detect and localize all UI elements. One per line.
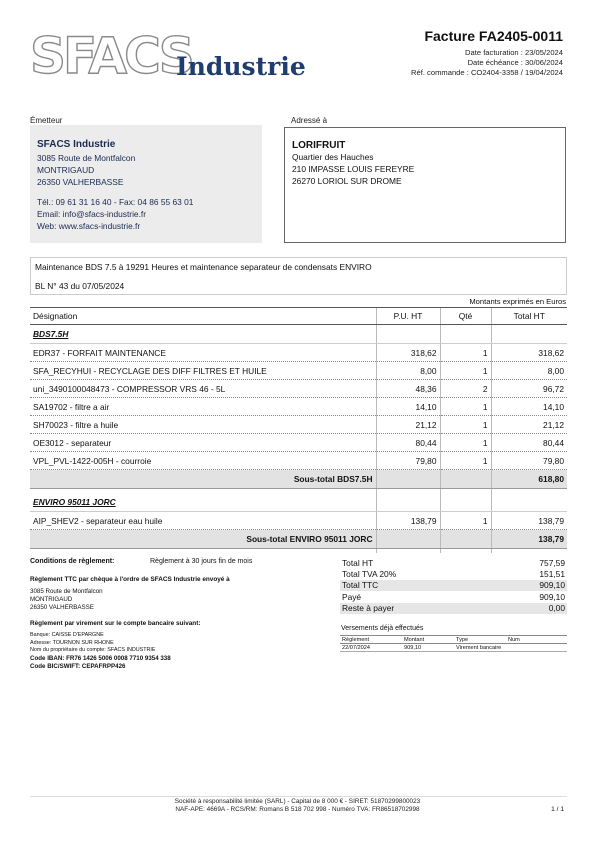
- totals-row: [340, 603, 567, 614]
- table-row: [30, 416, 567, 434]
- invoice-title: Facture FA2405-0011: [424, 28, 563, 44]
- totals-value: 0,00: [490, 603, 567, 614]
- table-row: [30, 398, 567, 416]
- subtotal-label: Sous-total ENVIRO 95011 JORC: [30, 530, 376, 549]
- cheque-address-1: 3085 Route de Montfalcon: [30, 588, 103, 595]
- item-designation: EDR37 - FORFAIT MAINTENANCE: [30, 344, 376, 362]
- subtotal-row: [30, 530, 567, 549]
- description-line-2: BL N° 43 du 07/05/2024: [35, 281, 125, 291]
- logo-brand: SFACS: [30, 27, 192, 85]
- emitter-address-2: MONTRIGAUD: [37, 165, 95, 175]
- payment-terms-value: Règlement à 30 jours fin de mois: [150, 558, 253, 565]
- totals-row: [340, 557, 567, 568]
- invoice-items-table: [30, 307, 567, 553]
- empty-cell: [491, 549, 567, 554]
- empty-cell: [440, 530, 491, 549]
- item-unit-price: 138,79: [376, 512, 440, 530]
- emitter-phone: Tél.: 09 61 31 16 40 - Fax: 04 86 55 63 01: [37, 197, 194, 207]
- item-total: 8,00: [491, 362, 567, 380]
- item-designation: SFA_RECYHUI - RECYCLAGE DES DIFF FILTRES ET HUILE: [30, 362, 376, 380]
- col-total: Total HT: [491, 308, 567, 325]
- item-quantity: 1: [440, 416, 491, 434]
- payment-date: 22/07/2024: [340, 644, 402, 652]
- table-row: [30, 380, 567, 398]
- item-total: 21,12: [491, 416, 567, 434]
- empty-cell: [440, 493, 491, 512]
- payments-table: [340, 635, 567, 652]
- item-total: 80,44: [491, 434, 567, 452]
- totals-value: 909,10: [490, 580, 567, 591]
- recipient-address-1: Quartier des Hauches: [292, 152, 374, 162]
- totals-label: Total HT: [342, 557, 374, 568]
- empty-cell: [440, 470, 491, 489]
- section-header: [30, 325, 567, 344]
- item-quantity: 1: [440, 362, 491, 380]
- empty-cell: [30, 549, 376, 554]
- empty-cell: [376, 549, 440, 554]
- order-reference: Réf. commande : CO2404-3358 / 19/04/2024: [411, 68, 563, 77]
- subtotal-row: [30, 470, 567, 489]
- bank-name: Banque: CAISSE D'EPARGNE: [30, 632, 104, 638]
- emitter-address-1: 3085 Route de Montfalcon: [37, 153, 136, 163]
- empty-cell: [376, 325, 440, 344]
- subtotal-value: 618,80: [491, 470, 567, 489]
- recipient-label: Adressé à: [291, 116, 328, 125]
- item-quantity: 1: [440, 512, 491, 530]
- totals-row: [340, 591, 567, 602]
- item-unit-price: 80,44: [376, 434, 440, 452]
- emitter-web: Web: www.sfacs-industrie.fr: [37, 221, 141, 231]
- item-total: 79,80: [491, 452, 567, 470]
- item-designation: SA19702 - filtre a air: [30, 398, 376, 416]
- emitter-address-3: 26350 VALHERBASSE: [37, 177, 124, 187]
- spacer-row: [30, 549, 567, 554]
- transfer-title: Règlement par virement sur le compte bancaire suivant:: [30, 620, 201, 627]
- recipient-address-2: 210 IMPASSE LOUIS FEREYRE: [292, 164, 415, 174]
- section-header: [30, 493, 567, 512]
- empty-cell: [491, 325, 567, 344]
- item-unit-price: 318,62: [376, 344, 440, 362]
- footer-legal-1: Société à responsabilité limitée (SARL) - Capital de 8 000 € - SIRET: 51870299800023: [174, 798, 421, 805]
- item-total: 14,10: [491, 398, 567, 416]
- item-quantity: 1: [440, 452, 491, 470]
- item-unit-price: 8,00: [376, 362, 440, 380]
- section-title: ENVIRO 95011 JORC: [30, 493, 376, 512]
- cheque-address-2: MONTRIGAUD: [30, 596, 73, 603]
- item-total: 96,72: [491, 380, 567, 398]
- payments-header-row: [340, 636, 567, 644]
- payment-amount: 909,10: [402, 644, 454, 652]
- table-row: [30, 362, 567, 380]
- payment-type: Virement bancaire: [454, 644, 506, 652]
- item-quantity: 1: [440, 434, 491, 452]
- table-row: [30, 452, 567, 470]
- table-row: [30, 344, 567, 362]
- item-unit-price: 79,80: [376, 452, 440, 470]
- col-designation: Désignation: [30, 308, 376, 325]
- payment-row: [340, 644, 567, 652]
- item-designation: VPL_PVL-1422-005H - courroie: [30, 452, 376, 470]
- cheque-address-3: 26350 VALHERBASSE: [30, 604, 94, 611]
- payments-col-montant: Montant: [402, 636, 454, 644]
- totals-table: [340, 557, 567, 614]
- footer-legal-2: NAF-APE: 4669A - RCS/RM: Romans B 518 702 998 - Numéro TVA: FR86518702998: [175, 806, 420, 813]
- item-designation: uni_3490100048473 - COMPRESSOR VRS 46 - 5L: [30, 380, 376, 398]
- invoice-due-date: Date échéance : 30/06/2024: [467, 58, 563, 67]
- item-unit-price: 21,12: [376, 416, 440, 434]
- emitter-email: Email: info@sfacs-industrie.fr: [37, 209, 147, 219]
- table-header-row: [30, 308, 567, 325]
- company-logo: [30, 27, 306, 88]
- recipient-box: [284, 127, 566, 243]
- payments-col-type: Type: [454, 636, 506, 644]
- totals-row: [340, 580, 567, 591]
- account-owner: Nom du propriétaire du compte: SFACS INDUSTRIE: [30, 647, 156, 653]
- emitter-label: Émetteur: [30, 116, 63, 125]
- payments-title: Versements déjà effectués: [341, 625, 424, 632]
- empty-cell: [440, 325, 491, 344]
- col-quantity: Qté: [440, 308, 491, 325]
- item-total: 138,79: [491, 512, 567, 530]
- subtotal-label: Sous-total BDS7.5H: [30, 470, 376, 489]
- item-total: 318,62: [491, 344, 567, 362]
- totals-label: Total TVA 20%: [342, 569, 397, 580]
- totals-value: 757,59: [539, 557, 565, 568]
- bank-address: Adresse: TOURNON SUR RHONE: [30, 640, 114, 646]
- payments-col-num: Num: [506, 636, 567, 644]
- recipient-address-3: 26270 LORIOL SUR DROME: [292, 176, 402, 186]
- footer-divider: [30, 796, 567, 797]
- item-designation: OE3012 - separateur: [30, 434, 376, 452]
- payment-num: [506, 644, 567, 652]
- totals-label: Total TTC: [340, 580, 490, 591]
- totals-value: 151,51: [539, 569, 565, 580]
- item-designation: AIP_SHEV2 - separateur eau huile: [30, 512, 376, 530]
- bic-swift: Code BIC/SWIFT: CEPAFRPP426: [30, 663, 126, 670]
- table-row: [30, 512, 567, 530]
- item-unit-price: 14,10: [376, 398, 440, 416]
- invoice-description: [30, 257, 567, 295]
- item-unit-price: 48,36: [376, 380, 440, 398]
- empty-cell: [376, 530, 440, 549]
- totals-label: Reste à payer: [340, 603, 490, 614]
- section-title: BDS7.5H: [30, 325, 376, 344]
- logo-suffix: Industrie: [176, 52, 306, 81]
- description-line-1: Maintenance BDS 7.5 à 19291 Heures et maintenance separateur de condensats ENVIRO: [35, 262, 372, 272]
- item-designation: SH70023 - filtre a huile: [30, 416, 376, 434]
- totals-label: Payé: [342, 591, 362, 602]
- payments-col-reglement: Règlement: [340, 636, 402, 644]
- page-number: 1 / 1: [551, 806, 564, 813]
- empty-cell: [440, 549, 491, 554]
- emitter-box: [30, 125, 262, 243]
- item-quantity: 1: [440, 398, 491, 416]
- col-unit-price: P.U. HT: [376, 308, 440, 325]
- invoice-date: Date facturation : 23/05/2024: [465, 48, 563, 57]
- amounts-currency-note: Montants exprimés en Euros: [469, 297, 566, 306]
- empty-cell: [376, 470, 440, 489]
- subtotal-value: 138,79: [491, 530, 567, 549]
- item-quantity: 2: [440, 380, 491, 398]
- totals-row: [340, 568, 567, 579]
- recipient-name: LORIFRUIT: [292, 140, 346, 151]
- table-row: [30, 434, 567, 452]
- cheque-title: Règlement TTC par chèque à l'ordre de SFACS Industrie envoyé à: [30, 576, 230, 583]
- emitter-name: SFACS Industrie: [37, 139, 116, 150]
- empty-cell: [376, 493, 440, 512]
- iban: Code IBAN: FR76 1426 5006 0008 7710 9354 338: [30, 655, 171, 662]
- totals-value: 909,10: [539, 591, 565, 602]
- payment-terms-label: Conditions de règlement:: [30, 558, 115, 565]
- empty-cell: [491, 493, 567, 512]
- payment-terms: [30, 558, 253, 565]
- item-quantity: 1: [440, 344, 491, 362]
